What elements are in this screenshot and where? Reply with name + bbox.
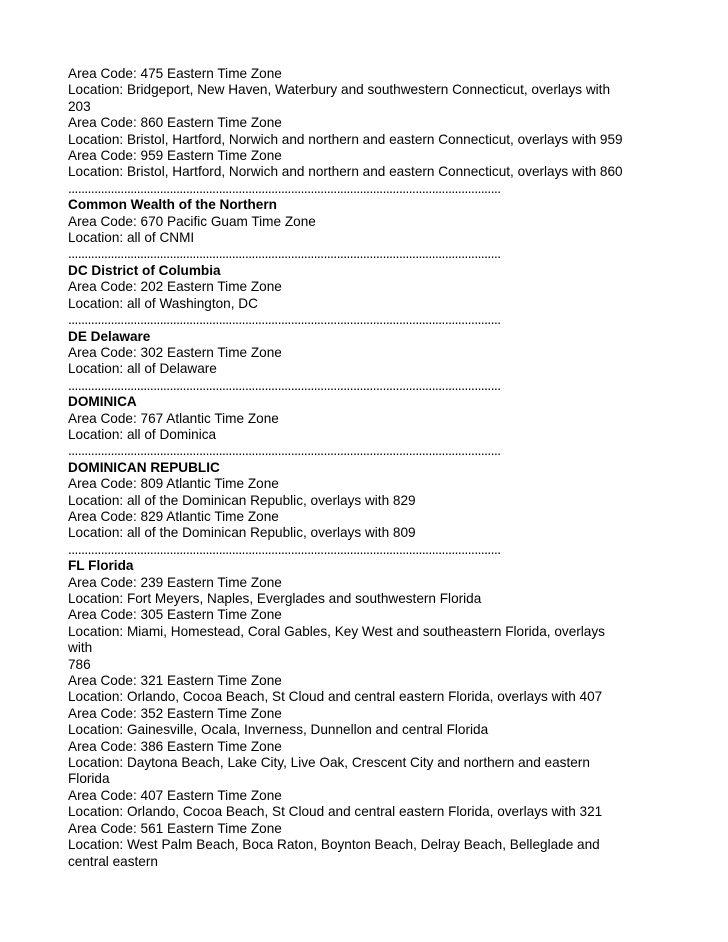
document-page: [68, 66, 668, 870]
text-line: Area Code: 386 Eastern Time Zone: [68, 738, 282, 754]
text-line: Area Code: 302 Eastern Time Zone: [68, 344, 282, 360]
text-line: Area Code: 407 Eastern Time Zone: [68, 787, 282, 803]
text-line: Location: Bridgeport, New Haven, Waterbury and southwestern Connecticut, overlays with: [68, 82, 611, 98]
section-heading: DOMINICA: [68, 394, 137, 410]
text-line: Location: all of the Dominican Republic, overlays with 829: [68, 492, 416, 508]
dotted-separator: ....................................................................................................................................: [68, 312, 501, 328]
text-line: Location: all of Delaware: [68, 361, 217, 377]
text-line: Location: all of Dominica: [68, 426, 217, 442]
text-line: Location: Fort Meyers, Naples, Everglades and southwestern Florida: [68, 591, 482, 606]
text-line: Location: Miami, Homestead, Coral Gables, Key West and southeastern Florida, overlays: [68, 623, 605, 639]
dotted-separator: ....................................................................................................................................: [68, 377, 501, 393]
text-line: Location: Daytona Beach, Lake City, Live Oak, Crescent City and northern and eastern: [68, 755, 590, 771]
text-line: Area Code: 809 Atlantic Time Zone: [68, 476, 279, 492]
text-line: Location: Gainesville, Ocala, Inverness, Dunnellon and central Florida: [68, 722, 489, 738]
text-line: Location: all of Washington, DC: [68, 295, 258, 311]
dotted-separator: ....................................................................................................................................: [68, 541, 501, 557]
text-line: Area Code: 321 Eastern Time Zone: [68, 673, 282, 689]
section-heading: DOMINICAN REPUBLIC: [68, 459, 220, 475]
text-line: Area Code: 475 Eastern Time Zone: [68, 66, 282, 81]
dotted-separator: ....................................................................................................................................: [68, 180, 501, 196]
text-line: 203: [68, 98, 91, 114]
text-line: Location: all of CNMI: [68, 230, 195, 246]
text-line: Area Code: 305 Eastern Time Zone: [68, 607, 282, 623]
text-line: Location: West Palm Beach, Boca Raton, Boynton Beach, Delray Beach, Belleglade and: [68, 837, 600, 853]
text-line: Area Code: 352 Eastern Time Zone: [68, 705, 282, 721]
text-line: Area Code: 202 Eastern Time Zone: [68, 279, 282, 295]
dotted-separator: ....................................................................................................................................: [68, 443, 501, 459]
text-line: Location: Orlando, Cocoa Beach, St Cloud and central eastern Florida, overlays with 321: [68, 804, 603, 820]
section-heading: DE Delaware: [68, 328, 151, 344]
text-line: 786: [68, 656, 91, 672]
text-line: Area Code: 829 Atlantic Time Zone: [68, 508, 279, 524]
dotted-separator: ....................................................................................................................................: [68, 246, 501, 262]
text-line: Location: all of the Dominican Republic, overlays with 809: [68, 525, 416, 541]
text-line: with: [68, 640, 93, 656]
text-line: Location: Orlando, Cocoa Beach, St Cloud and central eastern Florida, overlays with 407: [68, 689, 603, 705]
text-line: central eastern: [68, 853, 158, 869]
text-line: Florida: [68, 771, 110, 787]
section-heading: DC District of Columbia: [68, 262, 221, 278]
section-heading: Common Wealth of the Northern: [68, 197, 277, 213]
text-line: Area Code: 959 Eastern Time Zone: [68, 148, 282, 164]
text-line: Area Code: 239 Eastern Time Zone: [68, 574, 282, 590]
text-line: Area Code: 670 Pacific Guam Time Zone: [68, 213, 316, 229]
text-line: Area Code: 767 Atlantic Time Zone: [68, 410, 279, 426]
section-heading: FL Florida: [68, 558, 134, 574]
text-line: Location: Bristol, Hartford, Norwich and northern and eastern Connecticut, overlays with 959: [68, 131, 623, 147]
text-line: Area Code: 860 Eastern Time Zone: [68, 115, 282, 131]
text-line: Location: Bristol, Hartford, Norwich and northern and eastern Connecticut, overlays with 860: [68, 164, 623, 180]
text-line: Area Code: 561 Eastern Time Zone: [68, 820, 282, 836]
